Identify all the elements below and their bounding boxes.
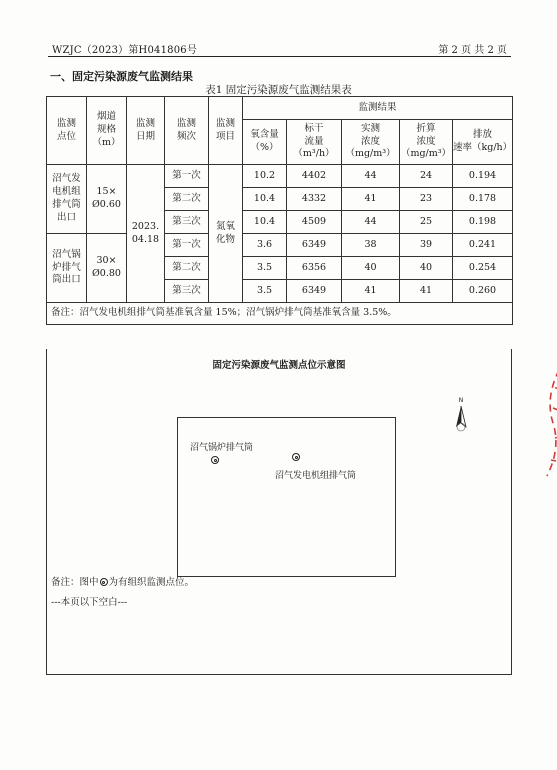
- converted-cell: 41: [400, 280, 453, 303]
- header-divider: [48, 56, 511, 57]
- rate-cell: 0.254: [453, 257, 513, 280]
- header-results-group: 监测结果: [243, 97, 513, 120]
- north-arrow: [453, 399, 469, 435]
- point-generator: 沼气发 电机组 排气筒 出口: [47, 165, 87, 234]
- header-oxygen: 氧含量 （%）: [243, 120, 287, 165]
- oxygen-cell: 3.5: [243, 257, 287, 280]
- generator-stack-marker-icon: [292, 453, 300, 461]
- north-arrow-icon: [453, 405, 469, 435]
- generator-stack-label: 沼气发电机组排气筒: [275, 471, 357, 481]
- point-boiler: 沼气锅 炉排气 筒出口: [47, 234, 87, 303]
- rate-cell: 0.198: [453, 211, 513, 234]
- header-date: 监测 日期: [127, 97, 165, 165]
- std-flow-cell: 6349: [287, 280, 342, 303]
- rate-cell: 0.241: [453, 234, 513, 257]
- std-flow-cell: 6349: [287, 234, 342, 257]
- flue-spec-generator: 15× Ø0.60: [87, 165, 127, 234]
- results-table: [46, 96, 513, 325]
- std-flow-cell: 4509: [287, 211, 342, 234]
- table-row: [47, 165, 513, 188]
- measured-cell: 44: [342, 211, 400, 234]
- table-row: [47, 234, 513, 257]
- table-caption: 表1 固定污染源废气监测结果表: [205, 84, 352, 96]
- map-title: 固定污染源废气监测点位示意图: [212, 360, 346, 371]
- boiler-stack-label: 沼气锅炉排气筒: [190, 443, 254, 453]
- measured-cell: 40: [342, 257, 400, 280]
- rate-cell: 0.194: [453, 165, 513, 188]
- legend-marker-icon: [100, 578, 108, 586]
- converted-cell: 39: [400, 234, 453, 257]
- header-converted-conc: 折算 浓度 （mg/m³）: [400, 120, 453, 165]
- header-frequency: 监测 频次: [165, 97, 209, 165]
- frequency-cell: 第三次: [165, 211, 209, 234]
- converted-cell: 23: [400, 188, 453, 211]
- measured-cell: 41: [342, 280, 400, 303]
- std-flow-cell: 6356: [287, 257, 342, 280]
- map-note-prefix: 备注：图中: [51, 577, 99, 588]
- rate-cell: 0.178: [453, 188, 513, 211]
- frequency-cell: 第二次: [165, 188, 209, 211]
- frequency-cell: 第二次: [165, 257, 209, 280]
- boiler-stack-marker-icon: [211, 456, 219, 464]
- std-flow-cell: 4332: [287, 188, 342, 211]
- frequency-cell: 第一次: [165, 234, 209, 257]
- header-flue-spec: 烟道 规格 （m）: [87, 97, 127, 165]
- converted-cell: 40: [400, 257, 453, 280]
- rate-cell: 0.260: [453, 280, 513, 303]
- measured-cell: 41: [342, 188, 400, 211]
- frequency-cell: 第三次: [165, 280, 209, 303]
- measured-cell: 38: [342, 234, 400, 257]
- oxygen-cell: 3.6: [243, 234, 287, 257]
- oxygen-cell: 3.5: [243, 280, 287, 303]
- monitoring-map-section: [46, 349, 512, 675]
- converted-cell: 24: [400, 165, 453, 188]
- map-note-suffix: 为有组织监测点位。: [108, 577, 195, 588]
- section-title: 一、固定污染源废气监测结果: [50, 70, 193, 83]
- table-note: 备注：沼气发电机组排气筒基准氧含量 15%；沼气锅炉排气筒基准氧含量 3.5%。: [47, 303, 513, 325]
- header-std-flow: 标干 流量 （m³/h）: [287, 120, 342, 165]
- std-flow-cell: 4402: [287, 165, 342, 188]
- map-note: [51, 574, 194, 588]
- oxygen-cell: 10.2: [243, 165, 287, 188]
- header-emission-rate: 排放 速率（kg/h）: [453, 120, 513, 165]
- oxygen-cell: 10.4: [243, 211, 287, 234]
- monitoring-date: 2023. 04.18: [127, 165, 165, 303]
- blank-page-note: ---本页以下空白---: [51, 597, 128, 608]
- page-indicator: 第 2 页 共 2 页: [438, 45, 507, 56]
- header-item: 监测 项目: [209, 97, 243, 165]
- header-measured-conc: 实测 浓度 （mg/m³）: [342, 120, 400, 165]
- monitoring-item: 氮氧 化物: [209, 165, 243, 303]
- red-seal-stamp-icon: [541, 368, 557, 478]
- measured-cell: 44: [342, 165, 400, 188]
- flue-spec-boiler: 30× Ø0.80: [87, 234, 127, 303]
- oxygen-cell: 10.4: [243, 188, 287, 211]
- site-plan: [177, 417, 396, 577]
- north-label: N: [458, 397, 464, 404]
- report-number: WZJC（2023）第H041806号: [52, 45, 198, 56]
- header-point: 监测 点位: [47, 97, 87, 165]
- converted-cell: 25: [400, 211, 453, 234]
- frequency-cell: 第一次: [165, 165, 209, 188]
